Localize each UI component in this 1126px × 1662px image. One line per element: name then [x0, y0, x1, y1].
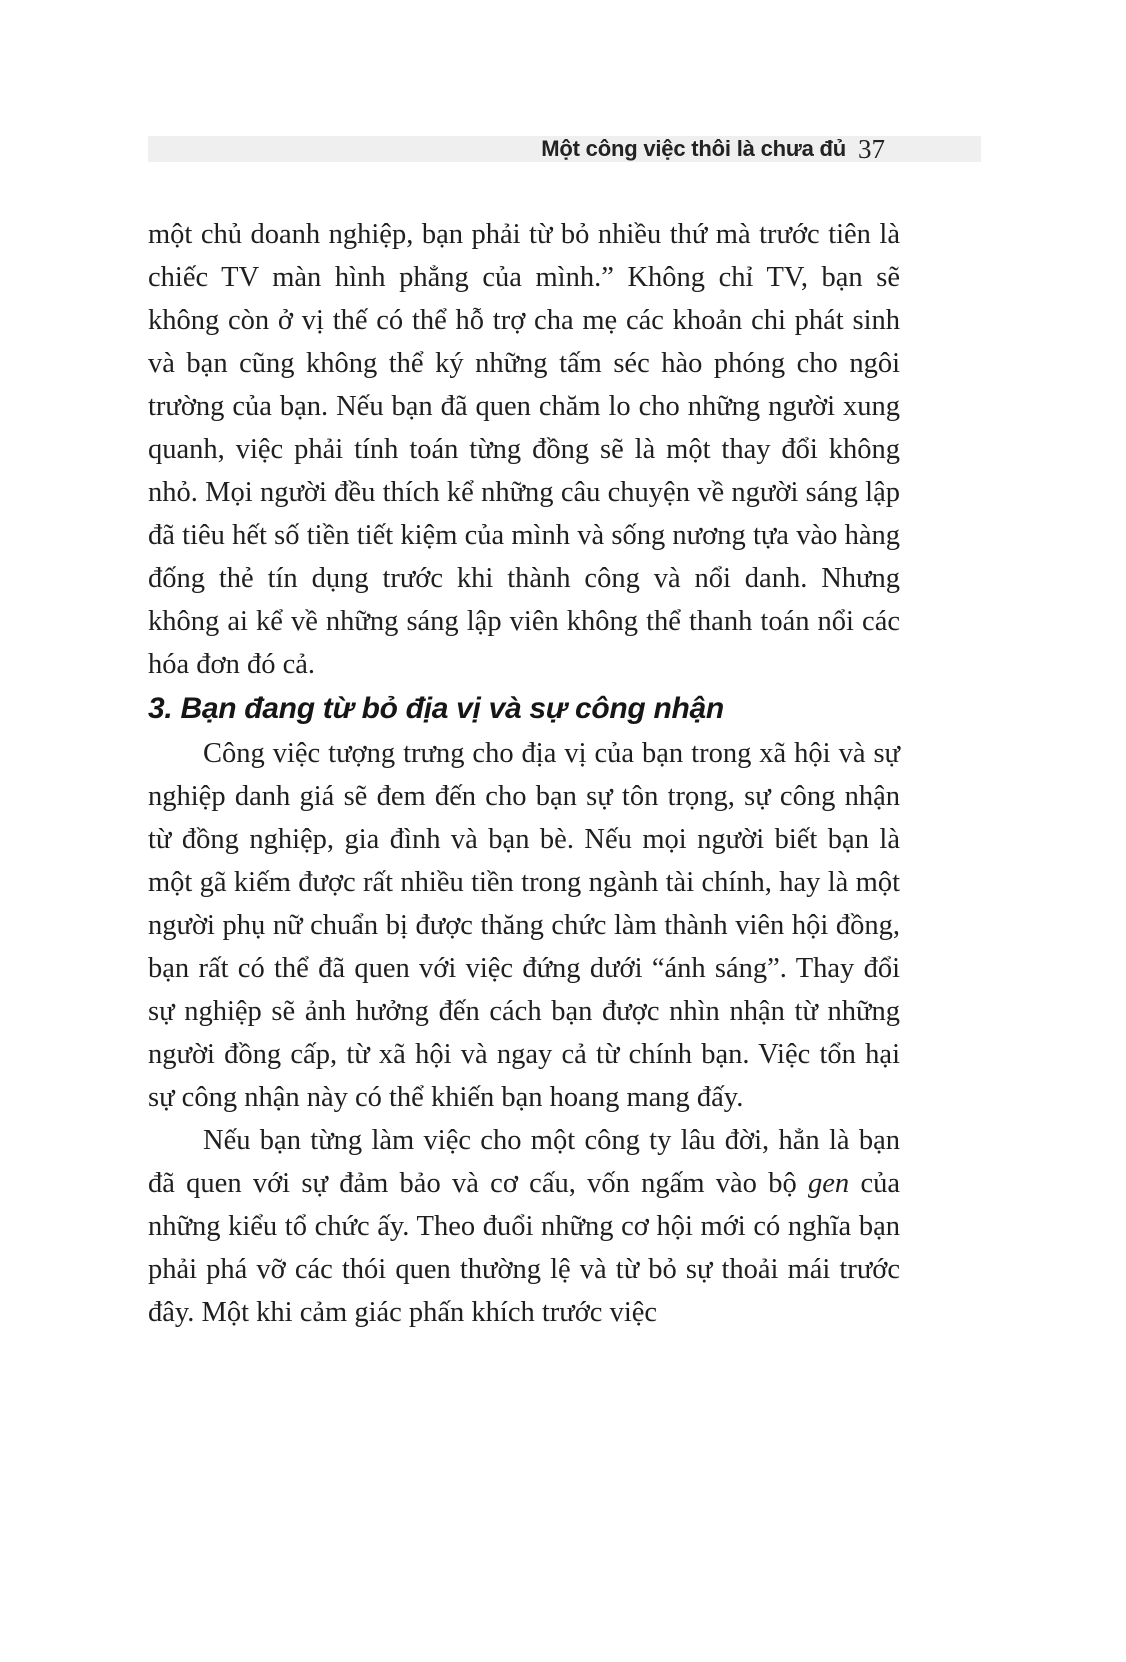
page-header-bar [148, 133, 981, 164]
page-number: 37 [858, 133, 885, 164]
paragraph-old-company-part1: Nếu bạn từng làm việc cho một công ty lâu đời, hẳn là bạn đã quen với sự đảm bảo và cơ cấu, vốn ngấm vào bộ [148, 1125, 900, 1199]
paragraph-continuation: một chủ doanh nghiệp, bạn phải từ bỏ nhiều thứ mà trước tiên là chiếc TV màn hình phẳng của mình.” Không chỉ TV, bạn sẽ không còn ở vị thế có thể hỗ trợ cha mẹ các khoản chi phát sinh và bạn cũng không thể ký những tấm séc hào phóng cho ngôi trường của bạn. Nếu bạn đã quen chăm lo cho những người xung quanh, việc phải tính toán từng đồng sẽ là một thay đổi không nhỏ. Mọi người đều thích kể những câu chuyện về người sáng lập đã tiêu hết số tiền tiết kiệm của mình và sống nương tựa vào hàng đống thẻ tín dụng trước khi thành công và nổi danh. Nhưng không ai kể về những sáng lập viên không thể thanh toán nổi các hóa đơn đó cả. [148, 219, 900, 680]
paragraph-old-company-italic-word: gen [808, 1168, 850, 1199]
section-heading: 3. Bạn đang từ bỏ địa vị và sự công nhận [148, 692, 724, 725]
paragraph-status-recognition: Công việc tượng trưng cho địa vị của bạn trong xã hội và sự nghiệp danh giá sẽ đem đến cho bạn sự tôn trọng, sự công nhận từ đồng nghiệp, gia đình và bạn bè. Nếu mọi người biết bạn là một gã kiếm được rất nhiều tiền trong ngành tài chính, hay là một người phụ nữ chuẩn bị được thăng chức làm thành viên hội đồng, bạn rất có thể đã quen với việc đứng dưới “ánh sáng”. Thay đổi sự nghiệp sẽ ảnh hưởng đến cách bạn được nhìn nhận từ những người đồng cấp, từ xã hội và ngay cả từ chính bạn. Việc tổn hại sự công nhận này có thể khiến bạn hoang mang đấy. [148, 738, 900, 1113]
page-content [148, 213, 900, 1334]
running-head-title: Một công việc thôi là chưa đủ [541, 136, 846, 161]
paragraph-old-company-part2: của những kiểu tổ chức ấy. Theo đuổi những cơ hội mới có nghĩa bạn phải phá vỡ các thói quen thường lệ và từ bỏ sự thoải mái trước đây. Một khi cảm giác phấn khích trước việc [148, 1168, 900, 1328]
paragraph-old-company [148, 1119, 900, 1334]
